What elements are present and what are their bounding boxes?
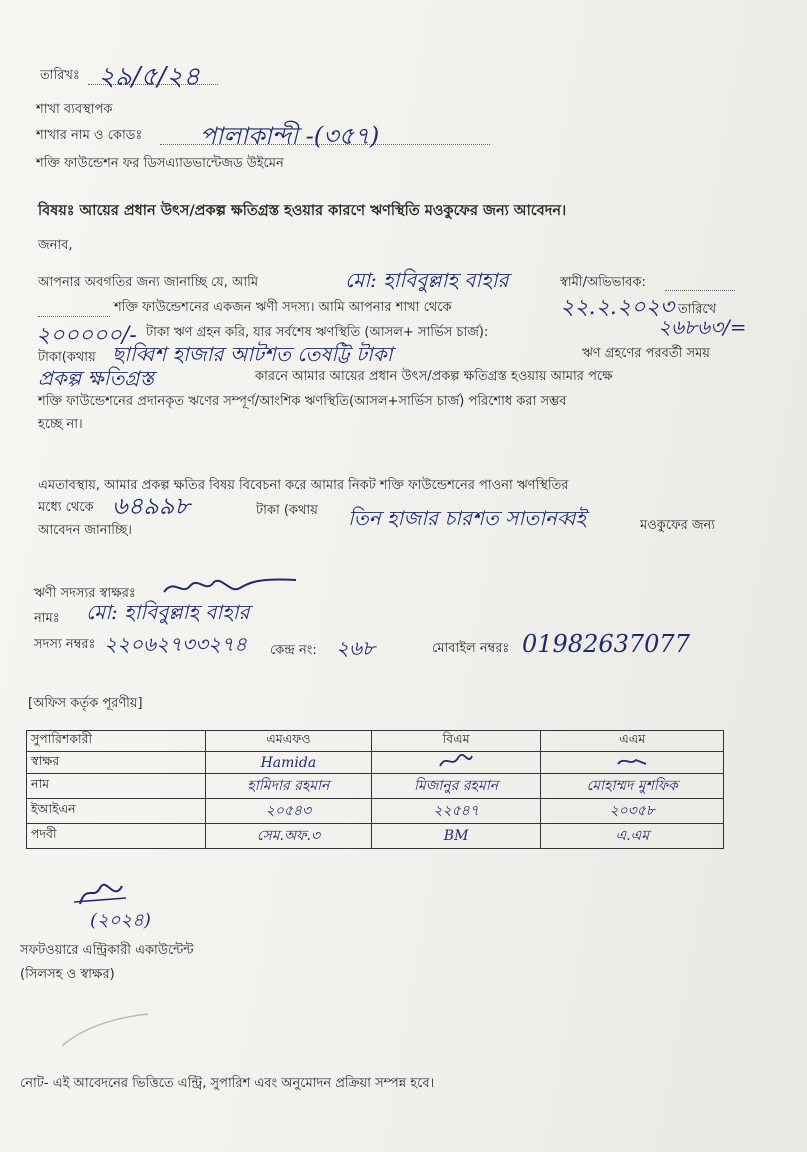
bm-name: মিজানুর রহমান: [371, 774, 541, 799]
table-header-cell: এএম: [541, 731, 724, 752]
guardian-dots-2: [38, 316, 110, 317]
para2-text-3: টাকা (কথায়: [256, 503, 318, 518]
accountant-sign-note: (২০২৪): [90, 910, 151, 931]
row-label: পদবী: [27, 824, 206, 849]
accountant-title: সফটওয়ারে এন্ট্রিকারী একাউন্টেন্ট: [20, 943, 194, 958]
reason-handwritten: প্রকল্প ক্ষতিগ্রস্ত: [38, 366, 154, 390]
member-number-handwritten: ২২০৬২৭৩৩২৭৪: [104, 632, 248, 656]
bm-designation: BM: [371, 824, 541, 849]
mobile-handwritten: 01982637077: [522, 630, 690, 658]
para1-text-3: শক্তি ফাউন্ডেশনের একজন ঋণী সদস্য। আমি আপনার শাখা থেকে: [114, 300, 452, 315]
center-handwritten: ২৬৮: [336, 636, 375, 660]
bm-signature: [371, 752, 541, 774]
table-header-cell: এমএফও: [206, 731, 372, 752]
subject-line: বিষয়ঃ আয়ের প্রধান উৎস/প্রকল্প ক্ষতিগ্রস্ত হওয়ার কারণে ঋণস্থিতি মওকুফের জন্য আবেদন।: [38, 203, 567, 219]
footer-note: নোট- এই আবেদনের ভিত্তিতে এন্ট্রি, সুপারিশ এবং অনুমোদন প্রক্রিয়া সম্পন্ন হবে।: [20, 1076, 435, 1091]
table-header-row: [27, 731, 724, 752]
mfo-ein: ২০৫৪৩: [206, 799, 372, 824]
accountant-seal-note: (সিলসহ ও স্বাক্ষর): [20, 967, 115, 982]
para1-text-4: তারিখে: [678, 302, 717, 317]
row-label: ইআইএন: [27, 799, 206, 824]
branch-label: শাখার নাম ও কোডঃ: [36, 128, 143, 143]
para1-text-1: আপনার অবগতির জন্য জানাচ্ছি যে, আমি: [38, 275, 259, 290]
center-label: কেন্দ্র নং:: [270, 643, 317, 658]
bm-ein: ২২৫৪৭: [371, 799, 541, 824]
table-row: [27, 774, 724, 799]
date-handwritten: ২৯/৫/২৪: [98, 62, 200, 92]
row-label: নাম: [27, 774, 206, 799]
mfo-signature: Hamida: [206, 752, 372, 774]
row-label: স্বাক্ষর: [27, 752, 206, 774]
loan-date-handwritten: ২২.২.২০২৩: [560, 295, 675, 320]
waiver-words-handwritten: তিন হাজার চারশত সাতানব্বই: [348, 506, 586, 530]
balance-words-handwritten: ছাব্বিশ হাজার আটশত তেষট্টি টাকা: [112, 342, 393, 366]
para2-text-4: মওকুফের জন্য: [640, 518, 716, 533]
table-row: [27, 752, 724, 774]
table-header-cell: সুপারিশকারী: [27, 731, 206, 752]
para2-text-2: মধ্যে থেকে: [38, 500, 94, 515]
para1-text-5: টাকা ঋণ গ্রহন করি, যার সর্বশেষ ঋণস্থিতি (আসল+ সার্ভিস চার্জ):: [146, 325, 489, 340]
mobile-label: মোবাইল নম্বরঃ: [432, 641, 510, 656]
am-signature: [541, 752, 724, 774]
para1-text-9: শক্তি ফাউন্ডেশনের প্রদানকৃত ঋণের সম্পূর্ণ/আংশিক ঋণস্থিতি(আসল+সার্ভিস চার্জ) পরিশোধ করা সম্ভব: [38, 394, 567, 409]
para1-text-10: হচ্ছে না।: [38, 417, 83, 432]
member-name-label: নামঃ: [34, 611, 60, 626]
para2-text-5: আবেদন জানাচ্ছি।: [38, 523, 132, 538]
loan-amount-handwritten: ২০০০০০/-: [36, 323, 137, 348]
para1-text-2: স্বামী/অভিভাবক:: [560, 275, 646, 290]
waiver-amount-handwritten: ৬৪৯৯৮: [112, 492, 190, 520]
recommendation-table: [26, 730, 724, 849]
member-signature-label: ঋণী সদস্যর স্বাক্ষরঃ: [34, 586, 136, 601]
am-name: মোহাম্মদ মুশফিক: [541, 774, 724, 799]
member-name-handwritten: মো: হাবিবুল্লাহ বাহার: [345, 268, 509, 292]
para1-text-7: ঋণ গ্রহণের পরবর্তী সময়: [582, 346, 710, 361]
para1-text-8: কারনে আমার আয়ের প্রধান উৎস/প্রকল্প ক্ষতিগ্রস্ত হওয়ায় আমার পক্ষে: [255, 369, 613, 384]
recipient-title: শাখা ব্যবস্থাপক: [36, 102, 113, 117]
salutation: জনাব,: [38, 238, 73, 253]
balance-handwritten: ২৬৮৬৩/=: [658, 315, 747, 339]
para2-text-1: এমতাবস্থায়, আমার প্রকল্প ক্ষতির বিষয় বিবেচনা করে আমার নিকট শক্তি ফাউন্ডেশনের পাওনা ঋণস্থিতির: [38, 478, 569, 493]
mfo-designation: সেম.অফ.৩: [206, 824, 372, 849]
date-label: তারিখঃ: [40, 68, 80, 83]
am-ein: ২০৩৫৮: [541, 799, 724, 824]
mfo-name: হামিদার রহমান: [206, 774, 372, 799]
table-row: [27, 799, 724, 824]
table-row: [27, 824, 724, 849]
am-designation: এ.এম: [541, 824, 724, 849]
para1-text-6: টাকা(কথায়: [38, 350, 96, 365]
member-name-sign-handwritten: মো: হাবিবুল্লাহ বাহার: [86, 600, 250, 624]
branch-handwritten: পালাকান্দী -(৩৫৭): [200, 122, 380, 150]
table-header-cell: বিএম: [371, 731, 541, 752]
organization-name: শক্তি ফাউন্ডেশন ফর ডিসএ্যাডভান্টেজড উইমেন: [36, 156, 284, 171]
office-heading: [অফিস কর্তৃক পূরণীয়]: [28, 696, 143, 711]
guardian-dots: [665, 290, 735, 291]
faint-mark: [60, 1010, 150, 1050]
member-number-label: সদস্য নম্বরঃ: [34, 637, 96, 652]
